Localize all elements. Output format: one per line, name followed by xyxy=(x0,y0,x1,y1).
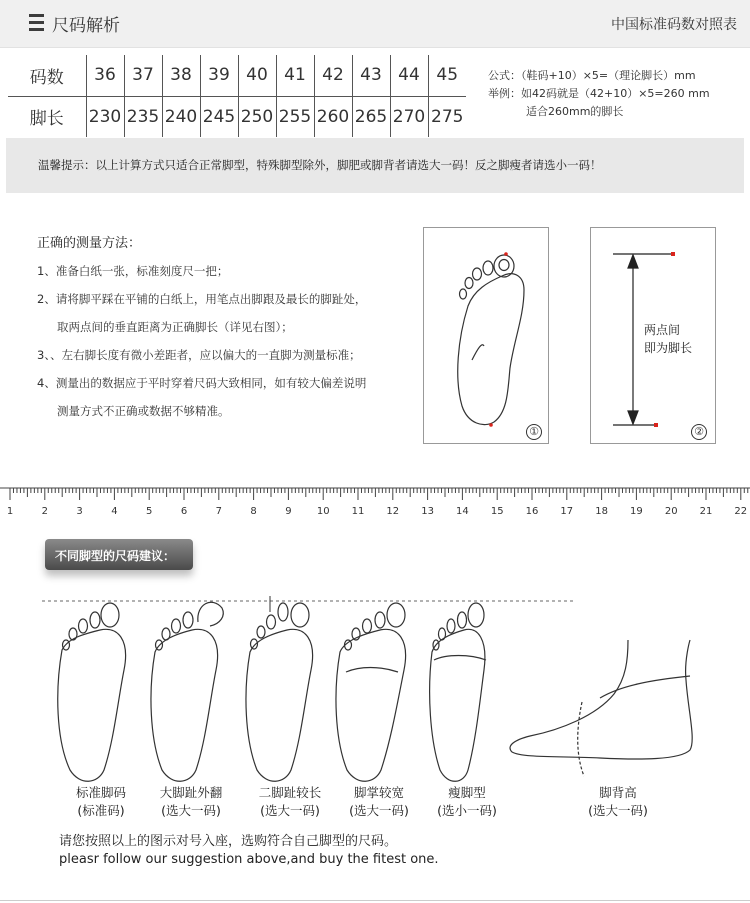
footer-note-en: pleasr follow our suggestion above,and buy the fitest one. xyxy=(59,852,439,867)
ruler-label: 6 xyxy=(180,506,188,517)
ruler-label: 1 xyxy=(6,506,14,517)
size-cell: 44 xyxy=(390,55,428,96)
size-cell: 41 xyxy=(276,55,314,96)
foot-types-illustration xyxy=(0,590,750,790)
size-cell: 43 xyxy=(352,55,390,96)
ruler-label: 16 xyxy=(525,506,539,517)
foot-type-label xyxy=(141,784,241,820)
length-measure-figure xyxy=(590,227,716,444)
foot-outline-icon xyxy=(424,228,550,445)
measure-step: 3、、左右脚长度有微小差距者，应以偏大的一直脚为测量标准； xyxy=(37,348,361,362)
page-header xyxy=(0,0,750,48)
length-cell: 260 xyxy=(314,96,352,137)
length-cell: 230 xyxy=(86,96,124,137)
size-chart-table xyxy=(8,55,466,137)
suggestion-banner-text: 不同脚型的尺码建议： xyxy=(55,549,176,563)
ruler-label: 3 xyxy=(76,506,83,517)
ruler-label: 22 xyxy=(734,506,748,517)
length-cell: 275 xyxy=(428,96,466,137)
footer-note xyxy=(59,833,439,869)
formula-result: 适合260mm的脚长 xyxy=(526,105,624,118)
foot-type-label xyxy=(240,784,340,820)
ruler-label: 9 xyxy=(285,506,292,517)
foot-type-advice: (选大一码) xyxy=(260,803,320,818)
length-cell: 265 xyxy=(352,96,390,137)
size-cell: 39 xyxy=(200,55,238,96)
hamburger-menu-icon xyxy=(29,14,44,31)
foot-type-advice: (选小一码) xyxy=(437,803,497,818)
foot-type-label xyxy=(417,784,517,820)
ruler-label: 18 xyxy=(595,506,608,517)
figure-number-1: ① xyxy=(526,424,542,440)
foot-type-label xyxy=(568,784,668,820)
measure-label-line1: 两点间 xyxy=(644,323,681,337)
ruler-label: 2 xyxy=(41,506,48,517)
measure-steps xyxy=(37,262,366,430)
foot-type-name: 脚背高 xyxy=(599,785,637,800)
length-row xyxy=(8,96,466,137)
page-subtitle: 中国标准码数对照表 xyxy=(611,17,737,33)
ruler-label: 17 xyxy=(560,506,574,517)
ruler-label: 20 xyxy=(664,506,678,517)
foot-type-name: 二脚趾较长 xyxy=(258,785,322,800)
ruler-label: 13 xyxy=(421,506,434,517)
foot-type-label xyxy=(329,784,429,820)
measure-step: 1、准备白纸一张，标准刻度尺一把； xyxy=(37,264,229,278)
size-cell: 42 xyxy=(314,55,352,96)
ruler-label: 7 xyxy=(215,506,222,517)
ruler xyxy=(0,482,750,522)
ruler-label: 5 xyxy=(146,506,153,517)
size-row-label: 码数 xyxy=(8,55,86,96)
length-cell: 235 xyxy=(124,96,162,137)
ruler-label: 8 xyxy=(250,506,257,517)
ruler-scale-icon xyxy=(0,482,750,522)
page-title: 尺码解析 xyxy=(52,16,120,36)
ruler-label: 21 xyxy=(699,506,713,517)
length-row-label: 脚长 xyxy=(29,109,64,130)
measure-step: 4、测量出的数据应于平时穿着尺码大致相同，如有较大偏差说明 xyxy=(37,376,367,390)
figure-number-2: ② xyxy=(691,424,707,440)
length-cell: 270 xyxy=(390,96,428,137)
size-cell: 36 xyxy=(86,55,124,96)
measure-step: 测量方式不正确或数据不够精准。 xyxy=(57,404,230,418)
length-cell: 255 xyxy=(276,96,314,137)
length-cell: 250 xyxy=(238,96,276,137)
length-cell: 240 xyxy=(162,96,200,137)
ruler-label: 11 xyxy=(351,506,365,517)
tip-bar xyxy=(6,138,744,193)
length-cell: 245 xyxy=(200,96,238,137)
measure-step: 2、请将脚平踩在平铺的白纸上，用笔点出脚跟及最长的脚趾处， xyxy=(37,292,367,306)
foot-type-name: 脚掌较宽 xyxy=(353,785,404,800)
foot-type-advice: (选大一码) xyxy=(161,803,221,818)
formula-block xyxy=(488,67,710,121)
ruler-label: 14 xyxy=(456,506,469,517)
size-cell: 45 xyxy=(428,55,466,96)
formula-example: 举例：如42码就是（42+10）×5=260 mm xyxy=(488,87,710,100)
size-row xyxy=(8,55,466,96)
foot-type-name: 瘦脚型 xyxy=(448,785,486,800)
measure-label xyxy=(644,321,692,357)
measure-step: 取两点间的垂直距离为正确脚长（详见右图）； xyxy=(57,320,293,334)
size-cell: 38 xyxy=(162,55,200,96)
ruler-label: 19 xyxy=(630,506,643,517)
ruler-label: 4 xyxy=(111,506,118,517)
foot-type-name: 标准脚码 xyxy=(75,785,126,800)
foot-type-label xyxy=(51,784,151,820)
divider xyxy=(0,900,750,901)
measure-title: 正确的测量方法： xyxy=(37,236,142,251)
footer-note-cn: 请您按照以上的图示对号入座，选购符合自己脚型的尺码。 xyxy=(59,834,398,849)
foot-measure-figure xyxy=(423,227,549,444)
foot-type-advice: (标准码) xyxy=(77,803,125,818)
measure-label-line2: 即为脚长 xyxy=(644,341,693,355)
ruler-label: 15 xyxy=(490,506,504,517)
size-cell: 37 xyxy=(124,55,162,96)
foot-type-advice: (选大一码) xyxy=(588,803,648,818)
tip-text: 温馨提示：以上计算方式只适合正常脚型，特殊脚型除外，脚肥或脚背者请选大一码！反之脚瘦者请选小一码！ xyxy=(38,158,602,172)
foot-type-name: 大脚趾外翻 xyxy=(159,785,223,800)
formula-line: 公式：（鞋码+10）×5=（理论脚长）mm xyxy=(488,69,696,82)
size-cell: 40 xyxy=(238,55,276,96)
suggestion-banner xyxy=(45,539,193,570)
foot-type-advice: (选大一码) xyxy=(349,803,409,818)
ruler-label: 10 xyxy=(316,506,330,517)
foot-types-icon xyxy=(0,590,750,790)
ruler-label: 12 xyxy=(386,506,400,517)
